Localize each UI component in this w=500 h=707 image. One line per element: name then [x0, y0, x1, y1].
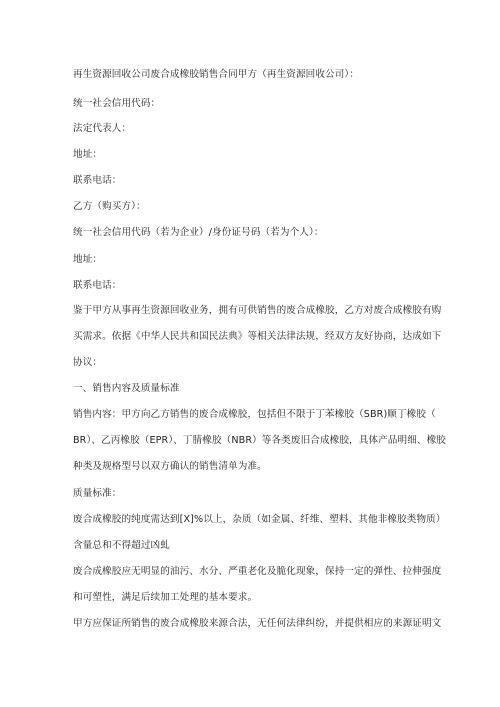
party-a-credit-code-label: 统一社会信用代码： — [73, 98, 161, 109]
section-1-heading: 一、销售内容及质量标准 — [73, 383, 180, 394]
party-a-phone-label: 联系电话： — [73, 175, 122, 186]
contract-title: 再生资源回收公司废合成橡胶销售合同甲方（再生资源回收公司）： — [73, 69, 360, 80]
party-a-address-label: 地址： — [73, 149, 103, 160]
sales-content-line-1: 销售内容：甲方向乙方销售的废合成橡胶，包括但不限于丁苯橡胶（SBR)顺丁橡胶（ — [73, 409, 436, 420]
quality-line-2: 含量总和不得超过凶虬 — [73, 540, 170, 551]
quality-standard-label: 质量标准： — [73, 488, 122, 499]
party-b-phone-label: 联系电话： — [73, 280, 122, 291]
preamble-line-3: 协议： — [73, 357, 103, 368]
quality-line-4: 和可塑性，满足后续加工处理的基本要求。 — [73, 592, 258, 603]
preamble-line-1: 鉴于甲方从事再生资源回收业务，拥有可供销售的废合成橡胶，乙方对废合成橡胶有购 — [73, 305, 442, 316]
party-b-id-label: 统一社会信用代码（若为企业）/身份证号码（若为个人）： — [73, 227, 324, 238]
party-b-address-label: 地址： — [73, 254, 103, 265]
quality-line-5: 甲方应保证所销售的废合成橡胶来源合法，无任何法律纠纷，并提供相应的来源证明文 — [73, 618, 442, 629]
party-a-legal-rep-label: 法定代表人： — [73, 123, 132, 134]
preamble-line-2: 买需求。依据《中华人民共和国民法典》等相关法律法规，经双方友好协商，达成如下 — [73, 331, 442, 342]
quality-line-3: 废合成橡胶应无明显的油污、水分、严重老化及脆化现象，保持一定的弹性、拉伸强度 — [73, 566, 442, 577]
quality-line-1: 废合成橡胶的纯度需达到[X]%以上，杂质（如金属、纤维、塑料、其他非橡胶类物质） — [73, 514, 446, 525]
sales-content-line-3: 种类及规格型号以双方确认的销售清单为准。 — [73, 461, 267, 472]
party-b-heading: 乙方（购买方）： — [73, 201, 146, 212]
sales-content-line-2: BR）、乙丙橡胶（EPR）、丁腈橡胶（NBR）等各类废旧合成橡胶，具体产品明细、橡胶 — [73, 435, 446, 446]
